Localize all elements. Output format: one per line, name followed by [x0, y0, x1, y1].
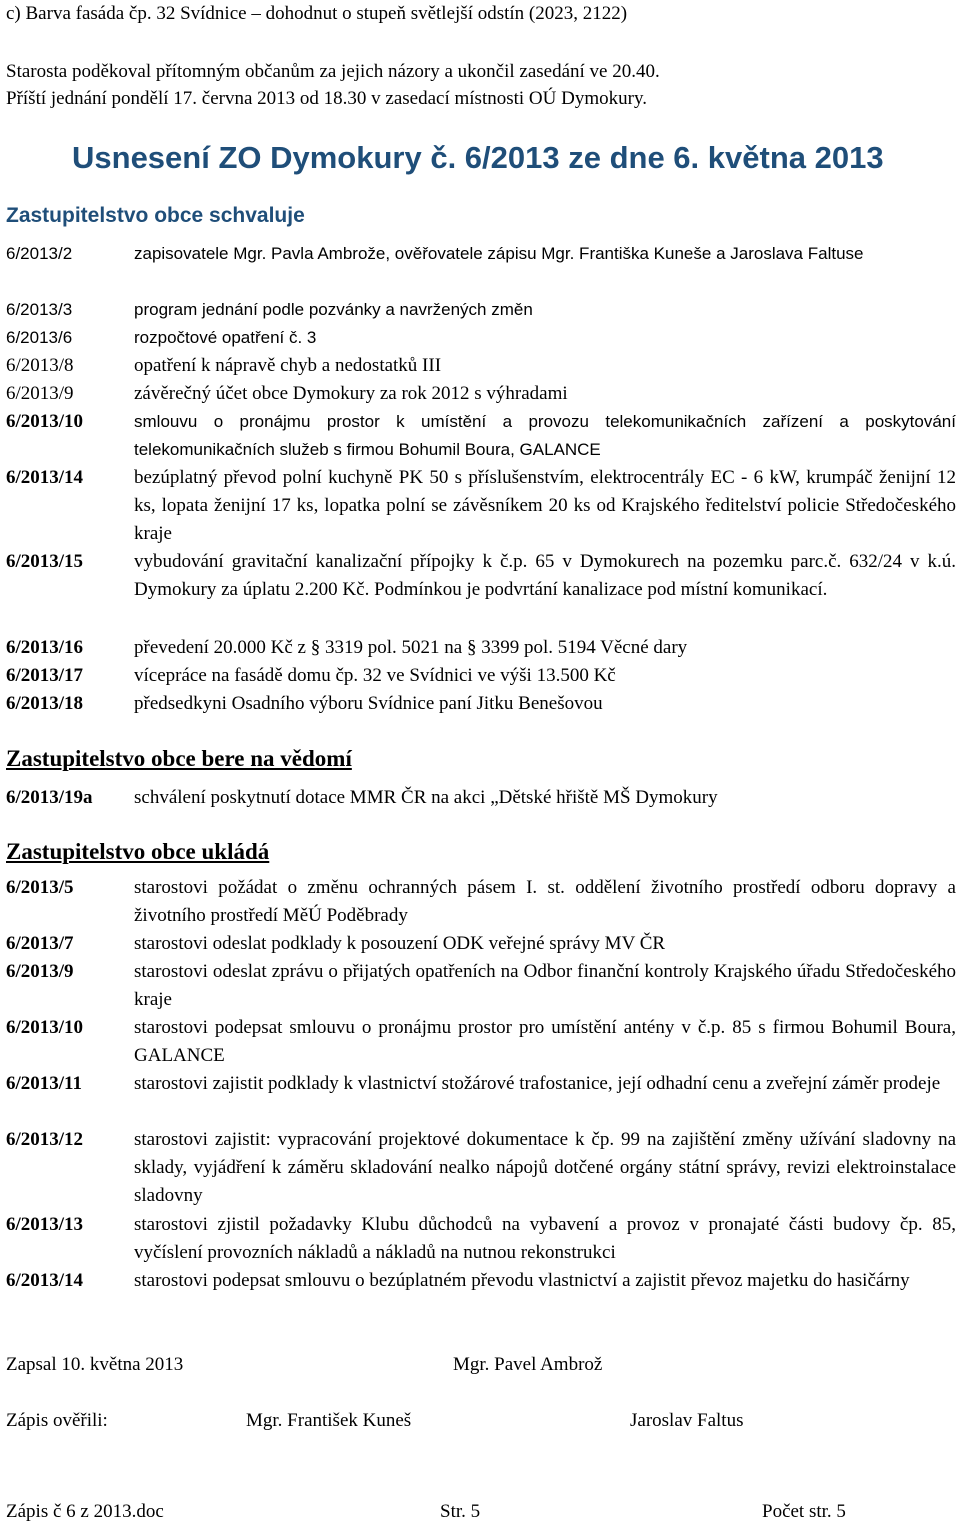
resolution-text: smlouvu o pronájmu prostor k umístění a provozu telekomunikačních zařízení a poskytování telekomunikačních služeb s firmou Bohumil Boura, GALANCE: [134, 412, 956, 459]
resolution-text: starostovi požádat o změnu ochranných pásem I. st. oddělení životního prostředí odboru dopravy a životního prostředí MěÚ Poděbrady: [134, 877, 956, 926]
resolution-text: rozpočtové opatření č. 3: [134, 328, 317, 347]
resolution-number: 6/2013/5: [6, 877, 74, 898]
resolution-text: vícepráce na fasádě domu čp. 32 ve Svídnici ve výši 13.500 Kč: [134, 665, 616, 686]
resolution-text: zapisovatele Mgr. Pavla Ambrože, ověřovatele zápisu Mgr. Františka Kuneše a Jaroslava Faltuse: [134, 244, 864, 263]
resolution-number: 6/2013/14: [6, 467, 84, 488]
verifier-1-name: Mgr. František Kuneš: [246, 1410, 412, 1431]
verified-label: Zápis ověřili:: [6, 1410, 108, 1431]
verifier-2-name: Jaroslav Faltus: [630, 1410, 744, 1431]
resolution-number: 6/2013/17: [6, 665, 84, 686]
page-title: Usnesení ZO Dymokury č. 6/2013 ze dne 6. května 2013: [72, 140, 884, 175]
resolution-number: 6/2013/6: [6, 328, 73, 347]
resolution-number: 6/2013/10: [6, 1017, 84, 1038]
resolution-number: 6/2013/10: [6, 411, 84, 432]
resolution-number: 6/2013/16: [6, 637, 84, 658]
resolution-text: starostovi odeslat zprávu o přijatých opatřeních na Odbor finanční kontroly Krajského úřadu Středočeského kraje: [134, 961, 956, 1010]
resolution-text: starostovi odeslat podklady k posouzení ODK veřejné správy MV ČR: [134, 933, 666, 954]
section-heading-notes: Zastupitelstvo obce bere na vědomí: [6, 746, 352, 771]
resolution-text: starostovi podepsat smlouvu o pronájmu prostor pro umístění antény v č.p. 85 s firmou Bohumil Boura, GALANCE: [134, 1017, 956, 1066]
resolution-text: předsedkyni Osadního výboru Svídnice paní Jitku Benešovou: [134, 693, 603, 714]
resolution-number: 6/2013/15: [6, 551, 84, 572]
footer-document-name: Zápis č 6 z 2013.doc: [6, 1501, 164, 1522]
resolution-number: 6/2013/11: [6, 1073, 83, 1094]
resolution-number: 6/2013/8: [6, 355, 74, 376]
resolution-text: starostovi zajistit podklady k vlastnictví stožárové trafostanice, její odhadní cenu a zveřejní záměr prodeje: [134, 1073, 941, 1094]
resolution-number: 6/2013/3: [6, 300, 73, 319]
resolution-number: 6/2013/14: [6, 1270, 84, 1291]
resolution-text: starostovi podepsat smlouvu o bezúplatném převodu vlastnictví a zajistit převoz majetku do hasičárny: [134, 1270, 910, 1291]
footer-page-number: Str. 5: [440, 1501, 481, 1522]
resolution-number: 6/2013/12: [6, 1129, 84, 1150]
resolution-text: převedení 20.000 Kč z § 3319 pol. 5021 na § 3399 pol. 5194 Věcné dary: [134, 637, 688, 658]
resolution-number: 6/2013/9: [6, 383, 74, 404]
resolution-number: 6/2013/9: [6, 961, 74, 982]
resolution-number: 6/2013/19a: [6, 787, 93, 808]
resolution-text: schválení poskytnutí dotace MMR ČR na akci „Dětské hřiště MŠ Dymokury: [134, 787, 718, 808]
resolution-text: bezúplatný převod polní kuchyně PK 50 s příslušenstvím, elektrocentrály EC - 6 kW, krumpáč ženijní 12 ks, lopata ženijní 17 ks, lopatka polní se závěsníkem 20 ks od Krajského ředitelství policie Středočeského kraje: [134, 467, 956, 544]
section-heading-tasks: Zastupitelstvo obce ukládá: [6, 839, 270, 864]
recorded-date: Zapsal 10. května 2013: [6, 1354, 184, 1375]
section-heading-approves: Zastupitelstvo obce schvaluje: [6, 204, 305, 227]
resolution-text: starostovi zajistit: vypracování projektové dokumentace k čp. 99 na zajištění změny užívání sladovny na sklady, vyjádření k záměru skladování nealko nápojů dotčené orgány státní správy, revizi elektroinstalace sladovny: [134, 1129, 956, 1206]
resolution-number: 6/2013/18: [6, 693, 84, 714]
intro-line-2: Starosta poděkoval přítomným občanům za jejich názory a ukončil zasedání ve 20.40.: [6, 61, 660, 82]
resolution-text: starostovi zjistil požadavky Klubu důchodců na vybavení a provoz v pronajaté části budovy čp. 85, vyčíslení provozních nákladů a nákladů na nutnou rekonstrukci: [134, 1214, 956, 1263]
resolution-text: program jednání podle pozvánky a navržených změn: [134, 300, 533, 319]
intro-line-1: c) Barva fasáda čp. 32 Svídnice – dohodnut o stupeň světlejší odstín (2023, 2122): [6, 3, 628, 24]
resolution-text: opatření k nápravě chyb a nedostatků III: [134, 355, 442, 376]
resolution-number: 6/2013/2: [6, 244, 73, 263]
resolution-number: 6/2013/13: [6, 1214, 84, 1235]
resolution-number: 6/2013/7: [6, 933, 74, 954]
resolution-text: závěrečný účet obce Dymokury za rok 2012 s výhradami: [134, 383, 568, 404]
footer-page-count: Počet str. 5: [762, 1501, 846, 1522]
intro-line-3: Příští jednání pondělí 17. června 2013 od 18.30 v zasedací místnosti OÚ Dymokury.: [6, 88, 647, 109]
resolution-text: vybudování gravitační kanalizační přípojky k č.p. 65 v Dymokurech na pozemku parc.č. 632/24 v k.ú. Dymokury za úplatu 2.200 Kč. Podmínkou je podvrtání kanalizace pod místní komunikací.: [134, 551, 956, 600]
recorder-name: Mgr. Pavel Ambrož: [453, 1354, 603, 1375]
